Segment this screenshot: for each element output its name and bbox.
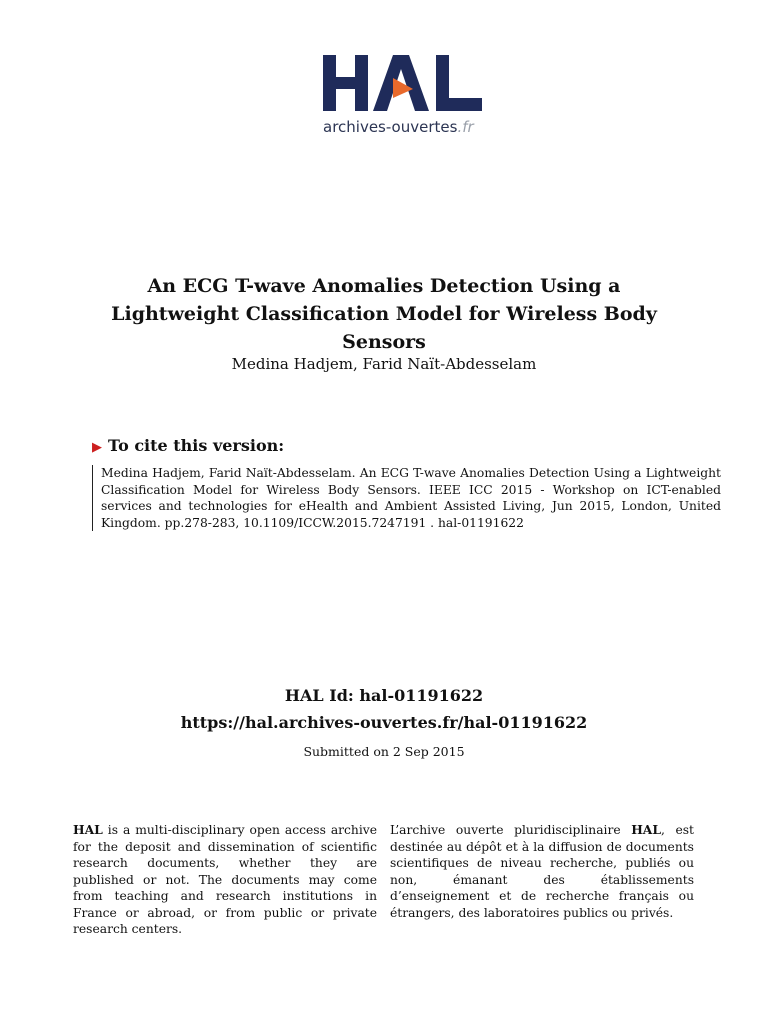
hal-strong-fr: HAL (631, 822, 661, 837)
cite-heading: ▶ To cite this version: (92, 436, 285, 455)
citation-text: Medina Hadjem, Farid Naït-Abdesselam. An ECG T-wave Anomalies Detection Using a Lightweight Classification Model for Wireless Body Sensors. IEEE ICC 2015 - Workshop on ICT-enabled services and technologies for eHealth and Ambient Assisted Living, Jun 2015, London, United Kingdom. pp.278-283, 10.1109/ICCW.2015.7247191 . hal-01191622 (92, 465, 721, 531)
disclaimer-french-lead: L’archive ouverte pluridisciplinaire (390, 823, 632, 837)
submission-date: Submitted on 2 Sep 2015 (303, 744, 465, 759)
paper-title: An ECG T-wave Anomalies Detection Using a Lightweight Classification Model for Wireless Body Sensors (111, 275, 657, 353)
disclaimer-english-text: is a multi-disciplinary open access archive for the deposit and dissemination of scientific research documents, whether they are published or not. The documents may come from teaching and research institutions in France or abroad, or from public or private research centers. (73, 823, 377, 936)
disclaimer-french-text: , est destinée au dépôt et à la diffusion de documents scientifiques de niveau recherche, publiés ou non, émanant des établissements d’enseignement et de recherche français ou étrangers, des laboratoires publics ou privés. (390, 823, 694, 920)
disclaimer-french (390, 822, 694, 921)
hal-id: HAL Id: hal-01191622 (284, 686, 484, 705)
triangle-right-icon: ▶ (92, 440, 102, 455)
hal-logo (323, 52, 488, 142)
logo-tagline: archives-ouvertes.fr (323, 118, 474, 136)
hal-url-link[interactable]: https://hal.archives-ouvertes.fr/hal-01191622 (180, 713, 588, 732)
hal-strong: HAL (73, 822, 103, 837)
hal-logo-mark (323, 52, 488, 114)
paper-authors: Medina Hadjem, Farid Naït-Abdesselam (231, 355, 537, 373)
disclaimer-english (73, 822, 377, 938)
